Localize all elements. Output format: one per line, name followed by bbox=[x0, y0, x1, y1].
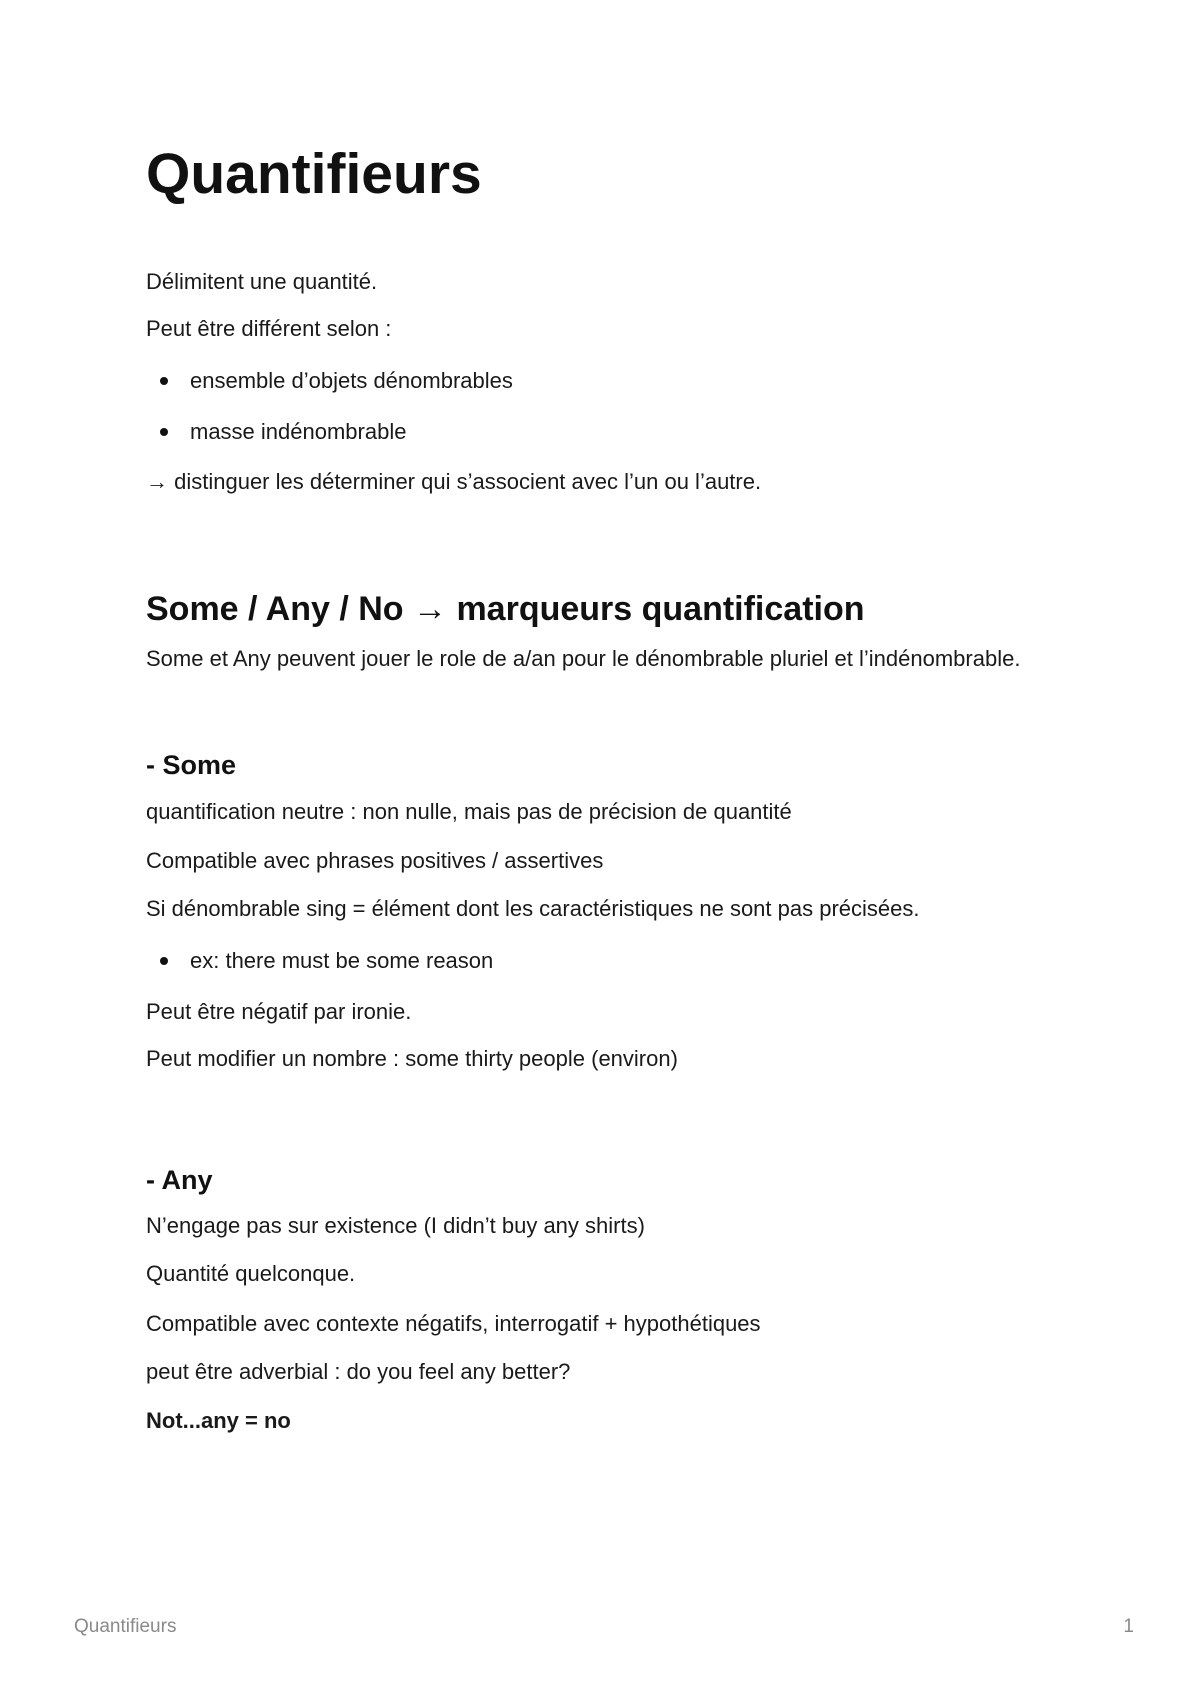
some-line-3: Si dénombrable sing = élément dont les caractéristiques ne sont pas précisées. bbox=[146, 896, 920, 921]
bullet-dot bbox=[160, 428, 168, 436]
footer-title: Quantifieurs bbox=[74, 1616, 177, 1637]
page-title: Quantifieurs bbox=[146, 142, 482, 206]
subheading-any: - Any bbox=[146, 1165, 213, 1195]
some-line-4: Peut être négatif par ironie. bbox=[146, 999, 412, 1024]
bullet-dot bbox=[160, 957, 168, 965]
intro-bullet-1: ensemble d’objets dénombrables bbox=[190, 368, 513, 393]
section-heading-quantification: Some / Any / No → marqueurs quantification bbox=[146, 590, 865, 628]
subheading-some: - Some bbox=[146, 750, 237, 780]
any-line-1: N’engage pas sur existence (I didn’t buy any shirts) bbox=[146, 1213, 645, 1238]
some-line-5: Peut modifier un nombre : some thirty people (environ) bbox=[146, 1046, 678, 1071]
intro-line-1: Délimitent une quantité. bbox=[146, 269, 378, 294]
some-line-1: quantification neutre : non nulle, mais pas de précision de quantité bbox=[146, 799, 792, 824]
any-line-2: Quantité quelconque. bbox=[146, 1261, 356, 1286]
section-paragraph: Some et Any peuvent jouer le role de a/an pour le dénombrable pluriel et l’indénombrable. bbox=[146, 646, 1021, 671]
intro-bullet-2: masse indénombrable bbox=[190, 419, 407, 444]
some-bullet: ex: there must be some reason bbox=[190, 948, 494, 973]
footer-page-number: 1 bbox=[1123, 1616, 1134, 1637]
some-line-2: Compatible avec phrases positives / assertives bbox=[146, 848, 604, 873]
any-line-3: Compatible avec contexte négatifs, interrogatif + hypothétiques bbox=[146, 1311, 761, 1336]
intro-line-2: Peut être différent selon : bbox=[146, 316, 392, 341]
intro-conclusion: → distinguer les déterminer qui s’associent avec l’un ou l’autre. bbox=[146, 469, 762, 494]
bullet-dot bbox=[160, 377, 168, 385]
any-line-4: peut être adverbial : do you feel any better? bbox=[146, 1359, 571, 1384]
any-line-5: Not...any = no bbox=[146, 1408, 291, 1433]
